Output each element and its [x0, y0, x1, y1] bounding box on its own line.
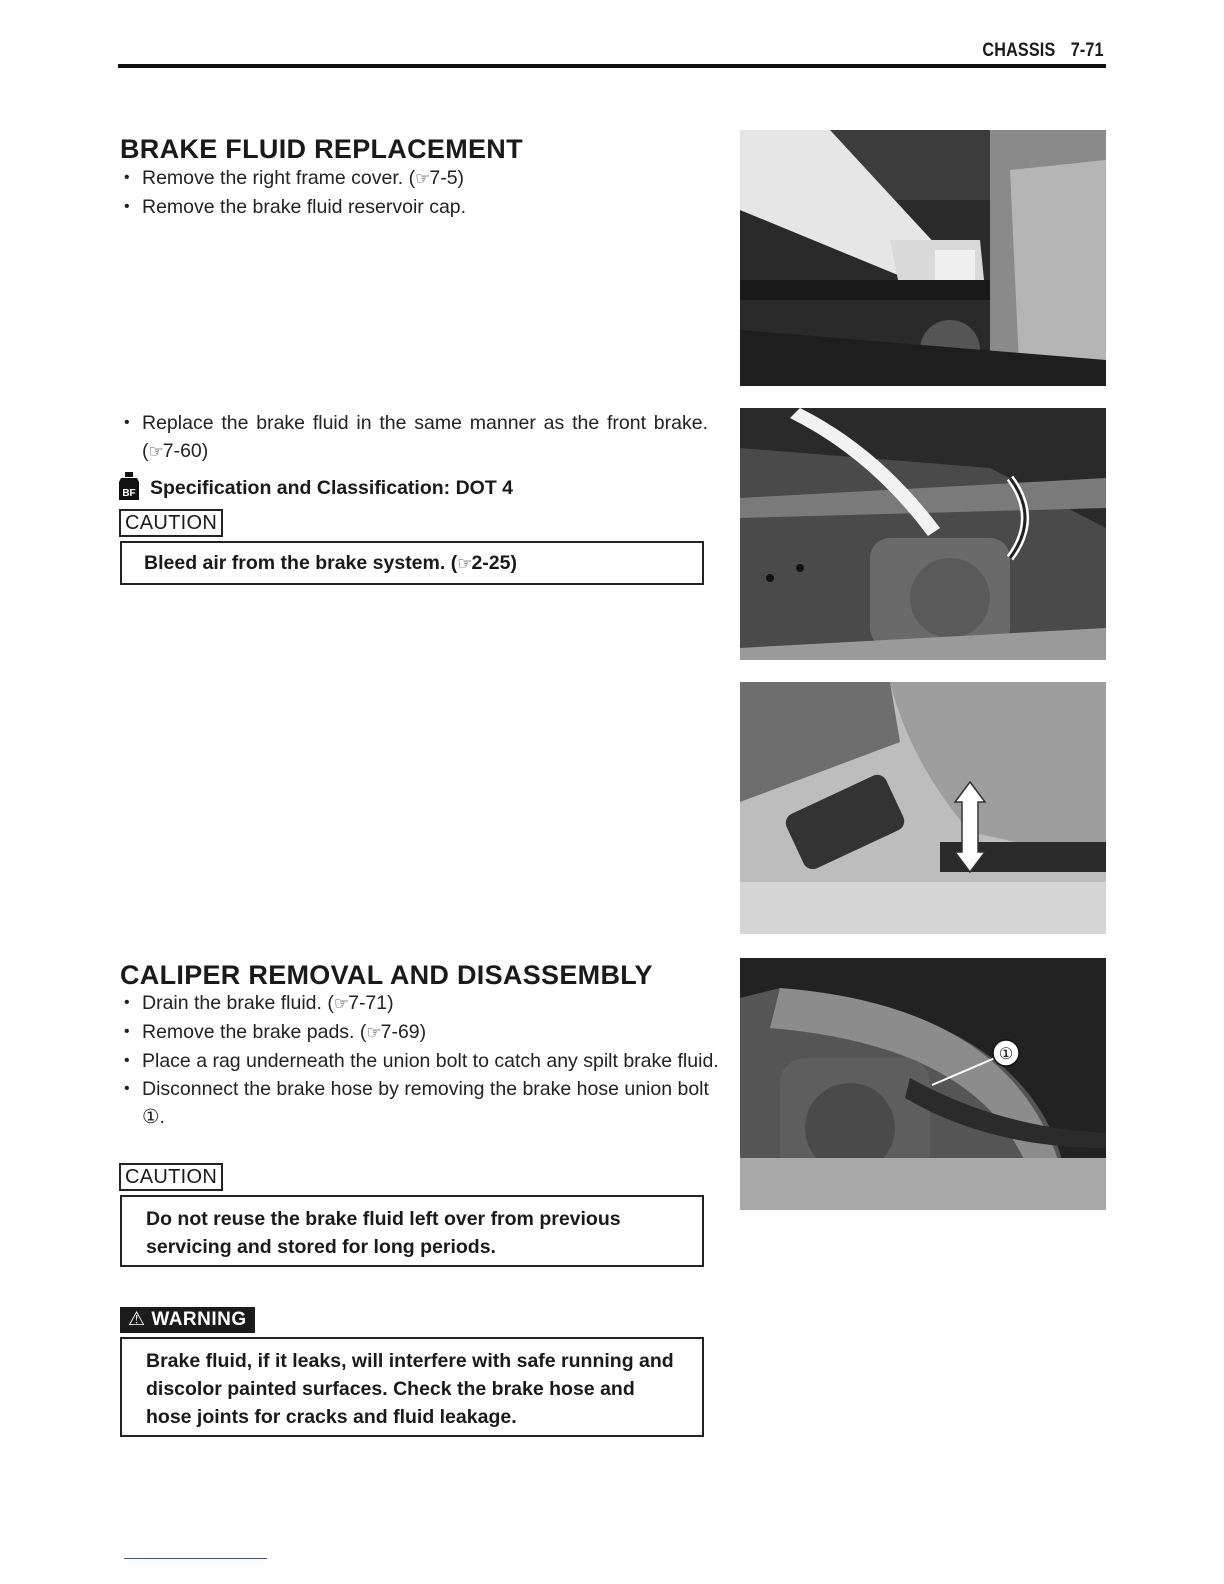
- brake-fluid-steps: [120, 164, 720, 221]
- list-item: • Remove the brake pads. (☞7-69): [120, 1018, 720, 1047]
- footer-link-line: [124, 1558, 267, 1559]
- list-item: • Place a rag underneath the union bolt to catch any spilt brake fluid.: [120, 1047, 720, 1075]
- caution-label: CAUTION: [119, 1163, 223, 1191]
- fluid-specification: BF Specification and Classification: DOT 4: [118, 472, 513, 500]
- page-reference: ☞7-69: [366, 1021, 420, 1043]
- list-item: • Remove the brake fluid reservoir cap.: [120, 193, 720, 221]
- list-item: • Disconnect the brake hose by removing the brake hose union bolt ①.: [120, 1075, 720, 1131]
- page-header: [983, 40, 1104, 62]
- page-reference: ☞7-71: [333, 992, 388, 1014]
- svg-text:BF: BF: [122, 488, 136, 499]
- caliper-removal-steps: [120, 989, 720, 1131]
- list-item: • Remove the right frame cover. (☞7-5): [120, 164, 720, 193]
- reservoir-cap-photo: [740, 130, 1106, 386]
- page-reference: ☞2-25: [457, 552, 511, 574]
- warning-icon: ⚠: [128, 1309, 146, 1330]
- reference-icon: ☞: [366, 1023, 381, 1042]
- list-item: • Replace the brake fluid in the same manner as the front brake. (☞7-60): [120, 409, 708, 466]
- brake-fluid-icon: [118, 472, 140, 500]
- rear-caliper-bleeder-photo: [740, 408, 1106, 660]
- list-item: • Drain the brake fluid. (☞7-71): [120, 989, 720, 1018]
- warning-box-fluid-leak: Brake fluid, if it leaks, will interfere with safe running and discolor painted surfaces. Check the brake hose and hose joints for cracks and fluid leakage.: [120, 1337, 704, 1437]
- caution-box-reuse-fluid: Do not reuse the brake fluid left over from previous servicing and stored for long periods.: [120, 1195, 704, 1267]
- reference-icon: ☞: [148, 442, 163, 461]
- warning-label: ⚠ WARNING: [120, 1307, 255, 1333]
- header-rule: [118, 64, 1106, 68]
- caliper-union-bolt-photo: [740, 958, 1106, 1210]
- section-title-brake-fluid-replacement: BRAKE FLUID REPLACEMENT: [120, 134, 523, 164]
- page-number: 7-71: [1070, 40, 1104, 61]
- callout-number: ①: [142, 1106, 160, 1128]
- page-reference: ☞7-5: [415, 167, 458, 189]
- reference-icon: ☞: [457, 554, 472, 573]
- photo-callout-label: ①: [998, 1046, 1014, 1063]
- reference-icon: ☞: [333, 994, 349, 1013]
- reference-icon: ☞: [415, 169, 430, 188]
- rear-brake-pedal-photo: [740, 682, 1106, 934]
- section-title-caliper-removal: CALIPER REMOVAL AND DISASSEMBLY: [120, 960, 653, 990]
- caution-label: CAUTION: [119, 509, 223, 537]
- caution-box-bleed-air: Bleed air from the brake system. (☞2-25): [120, 541, 704, 585]
- page-reference: ☞7-60: [148, 440, 202, 462]
- replace-step-list: [120, 409, 708, 466]
- section-name: CHASSIS: [982, 40, 1056, 61]
